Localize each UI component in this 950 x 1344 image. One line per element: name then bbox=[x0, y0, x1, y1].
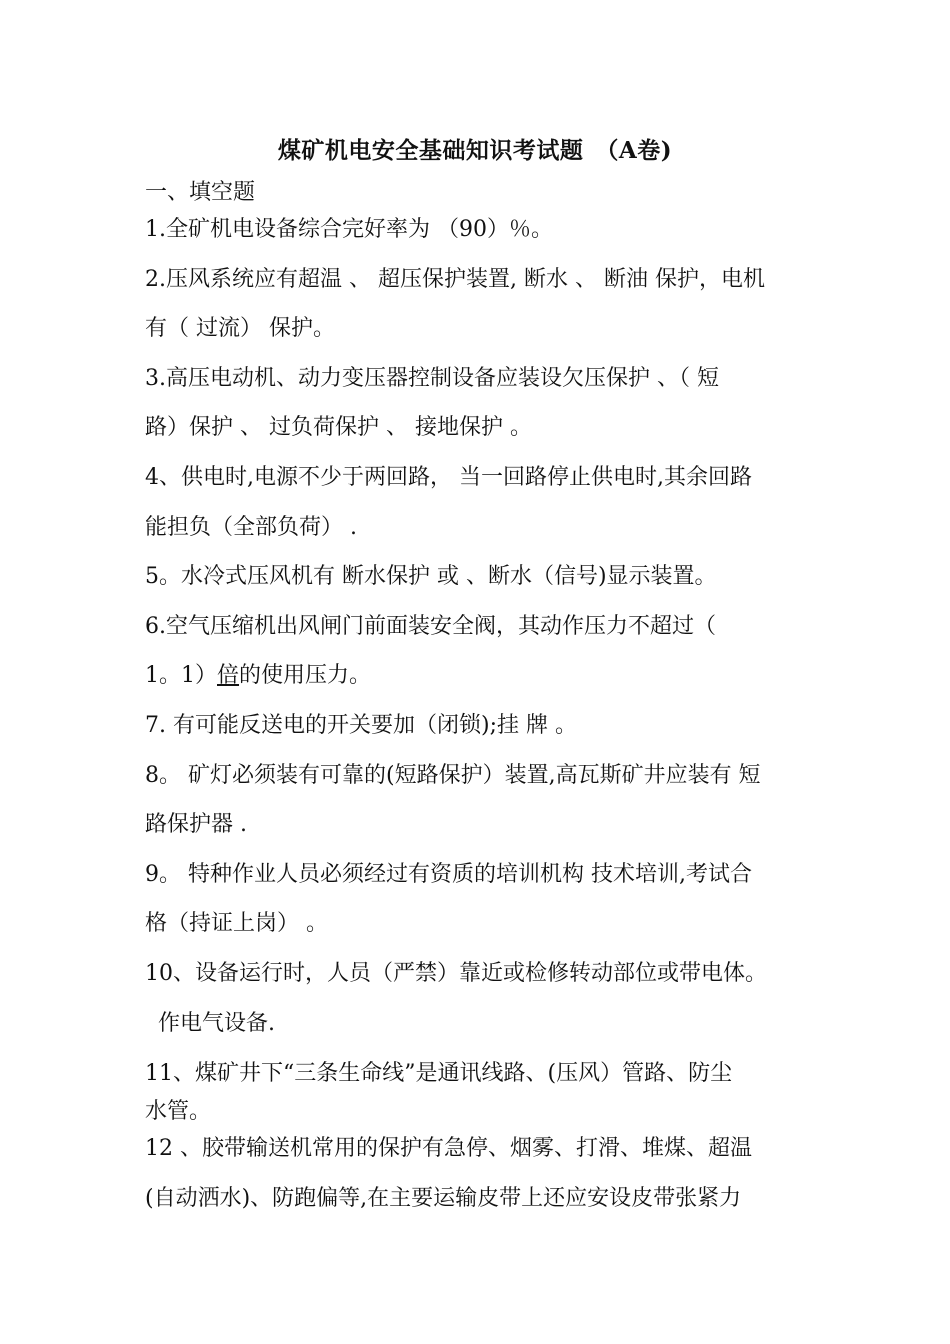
question-line: (自动洒水)、防跑偏等,在主要运输皮带上还应安设皮带张紧力 bbox=[145, 1186, 742, 1211]
question-line: 4、供电时,电源不少于两回路， 当一回路停止供电时,其余回路 bbox=[145, 465, 752, 490]
section-heading: 一、填空题 bbox=[145, 180, 256, 205]
question-line: 路保护器 . bbox=[145, 812, 247, 837]
question-line bbox=[145, 658, 810, 689]
question-line: 有（ 过流） 保护。 bbox=[145, 316, 335, 341]
question-line: 8。 矿灯必须装有可靠的(短路保护）装置,高瓦斯矿井应装有 短 bbox=[145, 763, 761, 788]
question-line: 6.空气压缩机出风闸门前面装安全阀，其动作压力不超过（ bbox=[145, 614, 716, 639]
question-line: 11、煤矿井下“三条生命线”是通讯线路、(压风）管路、防尘 bbox=[145, 1061, 733, 1086]
question-line: 5。水冷式压风机有 断水保护 或 、断水（信号)显示装置。 bbox=[145, 564, 717, 589]
question-line: 格（持证上岗） 。 bbox=[145, 911, 328, 936]
question-line: 9。 特种作业人员必须经过有资质的培训机构 技术培训,考试合 bbox=[145, 862, 752, 887]
question-line: 路）保护 、 过负荷保护 、 接地保护 。 bbox=[145, 415, 532, 440]
question-line: 1.全矿机电设备综合完好率为 （90）％。 bbox=[145, 217, 553, 242]
question-line: 10、设备运行时，人员（严禁）靠近或检修转动部位或带电体。 bbox=[145, 961, 767, 986]
question-line: 能担负（全部负荷） . bbox=[145, 515, 357, 540]
question-line: 12 、胶带输送机常用的保护有急停、烟雾、打滑、堆煤、超温 bbox=[145, 1136, 752, 1161]
line-text: 的使用压力。 bbox=[239, 663, 372, 688]
question-line: 水管。 bbox=[145, 1099, 212, 1124]
question-line: 作电气设备. bbox=[158, 1011, 275, 1036]
underlined-text: 倍 bbox=[217, 663, 240, 688]
question-line: 3.高压电动机、动力变压器控制设备应装设欠压保护 、（ 短 bbox=[145, 366, 719, 391]
question-line: 7. 有可能反送电的开关要加（闭锁);挂 牌 。 bbox=[145, 713, 577, 738]
question-line: 2.压风系统应有超温 、 超压保护装置, 断水 、 断油 保护，电机 bbox=[145, 267, 765, 292]
line-text: 1。1） bbox=[145, 663, 217, 688]
exam-title: 煤矿机电安全基础知识考试题 （A卷) bbox=[277, 137, 673, 164]
